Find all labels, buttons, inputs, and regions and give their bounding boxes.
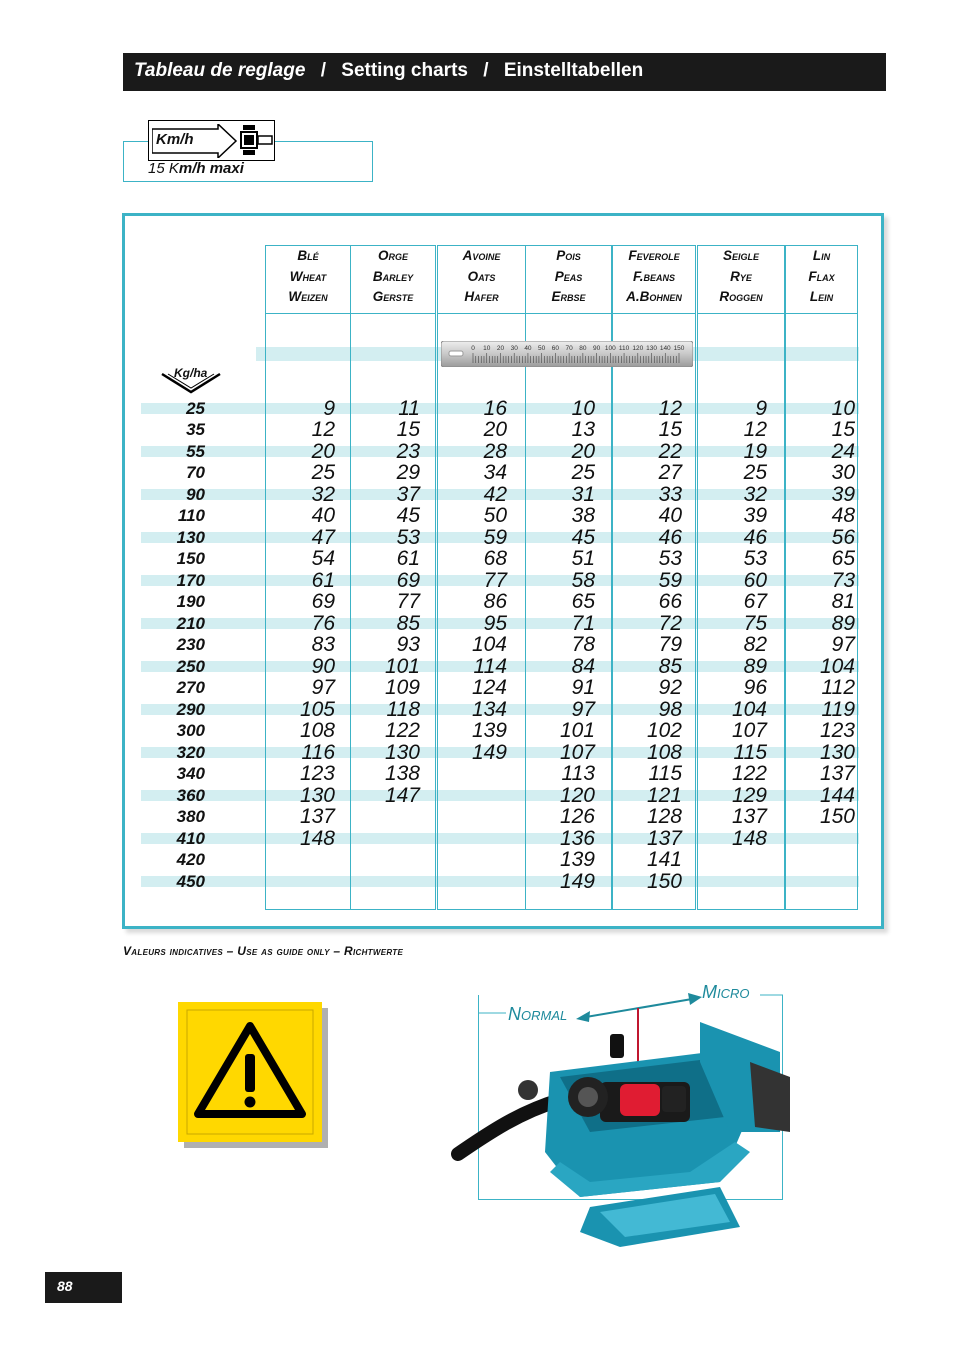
table-cell: 137 xyxy=(299,805,335,828)
column-header-line1: Avoine xyxy=(462,248,501,263)
table-cell: 107 xyxy=(731,719,767,742)
table-cell: 27 xyxy=(658,461,682,484)
rate-cell: 250 xyxy=(176,656,205,676)
rate-cell: 110 xyxy=(177,506,205,525)
column-header-line1: Pois xyxy=(556,248,581,263)
table-cell: 104 xyxy=(819,654,855,678)
page-number: 88 xyxy=(57,1278,73,1294)
table-cell: 24 xyxy=(831,439,855,463)
table-cell: 81 xyxy=(831,590,855,613)
table-cell: 42 xyxy=(483,482,507,506)
tractor-icon xyxy=(240,124,274,156)
table-cell: 86 xyxy=(483,590,507,613)
scale-tick-label: 110 xyxy=(618,345,630,352)
table-cell: 47 xyxy=(311,525,335,549)
table-cell: 129 xyxy=(731,783,767,807)
rate-cell: 290 xyxy=(176,699,205,719)
table-cell: 31 xyxy=(571,482,595,506)
table-cell: 19 xyxy=(743,439,767,463)
table-cell: 123 xyxy=(819,719,855,742)
rate-cell: 55 xyxy=(186,441,205,461)
table-cell: 37 xyxy=(396,482,420,506)
table-cell: 68 xyxy=(483,547,507,570)
table-cell: 139 xyxy=(559,848,595,871)
table-cell: 96 xyxy=(743,676,767,699)
rate-cell: 360 xyxy=(176,785,205,805)
table-cell: 20 xyxy=(311,439,335,463)
table-cell: 83 xyxy=(311,633,335,656)
table-cell: 108 xyxy=(646,740,682,764)
table-cell: 118 xyxy=(386,697,420,721)
table-cell: 29 xyxy=(396,461,420,484)
table-cell: 45 xyxy=(571,525,595,549)
table-cell: 104 xyxy=(471,633,507,656)
scale-tick-label: 20 xyxy=(496,345,505,352)
table-cell: 60 xyxy=(743,568,767,592)
table-cell: 89 xyxy=(743,654,767,678)
table-cell: 59 xyxy=(483,525,507,549)
rate-cell: 420 xyxy=(176,850,205,869)
table-cell: 12 xyxy=(743,418,767,441)
table-cell: 69 xyxy=(311,590,335,613)
table-cell: 134 xyxy=(471,697,507,721)
table-cell: 101 xyxy=(384,654,420,678)
rate-cell: 380 xyxy=(176,807,205,826)
table-cell: 67 xyxy=(743,590,767,613)
column-connector xyxy=(785,314,858,363)
table-cell: 130 xyxy=(299,783,335,807)
table-cell: 78 xyxy=(571,633,595,656)
table-cell: 90 xyxy=(311,654,335,678)
column-header-line1: Blé xyxy=(297,248,319,263)
table-cell: 46 xyxy=(658,525,682,549)
table-cell: 22 xyxy=(658,439,682,463)
table-cell: 108 xyxy=(299,719,335,742)
table-cell: 149 xyxy=(471,740,507,764)
table-cell: 46 xyxy=(743,525,767,549)
scale-tick-label: 60 xyxy=(551,345,560,352)
scale-tick-label: 90 xyxy=(592,345,601,352)
warning-icon xyxy=(178,1002,328,1148)
table-cell: 56 xyxy=(831,525,855,549)
table-cell: 124 xyxy=(471,676,507,699)
table-cell: 53 xyxy=(743,547,767,570)
table-cell: 61 xyxy=(311,568,335,592)
table-cell: 122 xyxy=(731,762,767,785)
table-cell: 75 xyxy=(743,611,767,635)
table-cell: 147 xyxy=(384,783,420,807)
table-cell: 71 xyxy=(571,611,595,635)
scale-tick-label: 10 xyxy=(483,345,491,352)
rate-cell: 320 xyxy=(176,742,205,762)
table-cell: 82 xyxy=(743,633,767,656)
rate-cell: 130 xyxy=(176,527,205,547)
table-cell: 32 xyxy=(311,482,335,506)
table-cell: 116 xyxy=(301,740,335,764)
table-cell: 130 xyxy=(384,740,420,764)
column-header-line3: Weizen xyxy=(288,289,328,304)
rate-cell: 170 xyxy=(176,570,205,590)
table-cell: 66 xyxy=(658,590,682,613)
table-cell: 58 xyxy=(571,568,595,592)
table-cell: 139 xyxy=(471,719,507,742)
table-cell: 109 xyxy=(384,676,420,699)
table-cell: 113 xyxy=(561,762,595,785)
table-cell: 112 xyxy=(821,676,855,699)
table-cell: 53 xyxy=(396,525,420,549)
table-cell: 91 xyxy=(571,676,595,699)
column-header-line2: Flax xyxy=(808,268,835,284)
column-header-line2: F.beans xyxy=(632,268,675,284)
table-cell: 25 xyxy=(311,461,335,484)
column-connector xyxy=(697,314,785,363)
rate-cell: 230 xyxy=(176,635,205,654)
table-cell: 16 xyxy=(483,396,507,420)
calibration-scale xyxy=(441,341,693,367)
table-cell: 114 xyxy=(473,654,507,678)
rate-cell: 150 xyxy=(176,549,205,568)
table-cell: 50 xyxy=(483,504,507,527)
speed-unit-label: Km/h xyxy=(156,131,194,148)
table-cell: 25 xyxy=(743,461,767,484)
table-cell: 92 xyxy=(658,676,682,699)
column-connector xyxy=(350,314,436,363)
column-header-line3: Roggen xyxy=(719,289,763,304)
column-header xyxy=(519,246,618,308)
table-cell: 23 xyxy=(396,439,420,463)
table-cell: 73 xyxy=(831,568,855,592)
table-cell: 53 xyxy=(658,547,682,570)
table-cell: 12 xyxy=(658,396,682,420)
column-header xyxy=(606,246,702,308)
rate-cell: 340 xyxy=(176,764,205,783)
rate-cell: 410 xyxy=(176,828,205,848)
table-cell: 20 xyxy=(483,418,507,441)
table-cell: 119 xyxy=(821,697,855,721)
table-cell: 144 xyxy=(819,783,855,807)
table-cell: 20 xyxy=(571,439,595,463)
table-cell: 137 xyxy=(646,826,682,850)
table-cell: 89 xyxy=(831,611,855,635)
rate-cell: 450 xyxy=(176,871,205,891)
column-header-line3: Gerste xyxy=(372,289,414,304)
column-header-line2: Barley xyxy=(372,268,414,284)
title-fr: Tableau de reglage xyxy=(134,60,306,81)
table-cell: 10 xyxy=(831,396,855,420)
rate-cell: 70 xyxy=(186,463,205,482)
table-cell: 45 xyxy=(396,504,420,527)
table-cell: 136 xyxy=(559,826,595,850)
scale-tick-label: 50 xyxy=(538,345,546,352)
table-cell: 12 xyxy=(311,418,335,441)
rate-cell: 35 xyxy=(186,420,205,439)
table-cell: 77 xyxy=(396,590,420,613)
column-header-line2: Wheat xyxy=(289,268,327,284)
table-cell: 65 xyxy=(571,590,595,613)
table-cell: 97 xyxy=(571,697,595,721)
rate-cell: 210 xyxy=(176,613,205,633)
table-cell: 51 xyxy=(571,547,595,570)
scale-tick-label: 70 xyxy=(565,345,573,352)
table-cell: 150 xyxy=(819,805,855,828)
column-header-line2: Oats xyxy=(467,268,496,284)
scale-tick-label: 150 xyxy=(673,345,685,352)
table-cell: 77 xyxy=(483,568,507,592)
table-cell: 11 xyxy=(398,396,420,420)
table-cell: 69 xyxy=(396,568,420,592)
table-cell: 115 xyxy=(648,762,682,785)
table-cell: 65 xyxy=(831,547,855,570)
table-cell: 101 xyxy=(559,719,595,742)
table-cell: 15 xyxy=(396,418,420,441)
table-cell: 148 xyxy=(299,826,335,850)
table-cell: 61 xyxy=(396,547,420,570)
table-cell: 30 xyxy=(831,461,855,484)
table-cell: 59 xyxy=(658,568,682,592)
rate-cell: 190 xyxy=(176,592,205,611)
table-cell: 104 xyxy=(731,697,767,721)
metering-unit-illustration xyxy=(450,982,790,1250)
table-cell: 84 xyxy=(571,654,595,678)
table-cell: 39 xyxy=(831,482,855,506)
table-cell: 28 xyxy=(483,439,507,463)
rate-cell: 90 xyxy=(186,484,205,504)
scale-tick-label: 100 xyxy=(604,345,616,352)
column-header-line1: Seigle xyxy=(722,248,759,263)
table-cell: 38 xyxy=(571,504,595,527)
table-cell: 79 xyxy=(658,633,682,656)
title-en: Setting charts xyxy=(341,60,468,81)
table-cell: 141 xyxy=(646,848,682,871)
table-cell: 102 xyxy=(646,719,682,742)
speed-max-suffix: m/h maxi xyxy=(178,160,244,177)
table-cell: 13 xyxy=(571,418,595,441)
table-cell: 148 xyxy=(731,826,767,850)
column-connector xyxy=(265,314,351,363)
scale-tick-label: 120 xyxy=(632,345,644,352)
column-header xyxy=(779,246,864,308)
table-cell: 48 xyxy=(831,504,855,527)
rate-unit-label: Kg/ha xyxy=(174,366,208,380)
table-cell: 150 xyxy=(646,869,682,893)
column-header-line1: Feverole xyxy=(628,248,680,263)
table-cell: 93 xyxy=(396,633,420,656)
label-normal: Normal xyxy=(508,1004,568,1024)
footnote: Valeurs indicatives – Use as guide only – Richtwerte xyxy=(123,944,404,958)
column-header-line3: Hafer xyxy=(464,289,499,304)
table-cell: 72 xyxy=(658,611,682,635)
table-cell: 76 xyxy=(311,611,335,635)
scale-tick-label: 0 xyxy=(471,345,475,352)
column-header-line2: Peas xyxy=(554,268,583,284)
column-header-line3: A.Bohnen xyxy=(626,289,682,304)
scale-tick-label: 130 xyxy=(646,345,657,352)
table-cell: 105 xyxy=(299,697,335,721)
scale-tick-label: 140 xyxy=(659,345,671,352)
table-cell: 120 xyxy=(559,783,595,807)
table-cell: 9 xyxy=(755,396,767,420)
table-cell: 123 xyxy=(299,762,335,785)
table-cell: 97 xyxy=(311,676,335,699)
table-cell: 85 xyxy=(396,611,420,635)
table-cell: 25 xyxy=(571,461,595,484)
table-cell: 122 xyxy=(384,719,420,742)
table-cell: 40 xyxy=(311,504,335,527)
column-header xyxy=(431,246,532,308)
column-header-line1: Lin xyxy=(812,248,831,263)
column-header-line3: Erbse xyxy=(551,289,586,304)
table-cell: 85 xyxy=(658,654,682,678)
table-cell: 32 xyxy=(743,482,767,506)
table-cell: 121 xyxy=(646,783,682,807)
title-sep-1: / xyxy=(320,60,326,81)
scale-tick-label: 40 xyxy=(524,345,532,352)
page-title xyxy=(134,58,643,84)
scale-tick-label: 30 xyxy=(510,345,518,352)
table-cell: 15 xyxy=(658,418,682,441)
table-cell: 107 xyxy=(559,740,595,764)
table-cell: 15 xyxy=(831,418,855,441)
column-header-line2: Rye xyxy=(730,268,752,284)
label-micro: Micro xyxy=(702,982,750,1002)
table-cell: 10 xyxy=(571,396,595,420)
table-cell: 9 xyxy=(323,396,335,420)
table-cell: 34 xyxy=(483,461,507,484)
column-header xyxy=(344,246,442,308)
table-cell: 54 xyxy=(311,547,335,570)
speed-max-value: 15 K xyxy=(148,160,179,177)
table-cell: 115 xyxy=(733,740,767,764)
column-header xyxy=(259,246,357,308)
table-cell: 138 xyxy=(384,762,420,785)
table-cell: 39 xyxy=(743,504,767,527)
column-header-line3: Lein xyxy=(809,289,834,304)
scale-tick-label: 80 xyxy=(579,345,587,352)
title-de: Einstelltabellen xyxy=(503,60,644,81)
table-cell: 98 xyxy=(658,697,682,721)
table-cell: 149 xyxy=(559,869,595,893)
table-cell: 137 xyxy=(819,762,855,785)
table-cell: 126 xyxy=(559,805,595,828)
table-cell: 137 xyxy=(731,805,767,828)
table-cell: 128 xyxy=(646,805,682,828)
rate-cell: 25 xyxy=(186,398,205,418)
rate-cell: 300 xyxy=(176,721,205,740)
title-sep-2: / xyxy=(483,60,489,81)
table-cell: 33 xyxy=(658,482,682,506)
table-cell: 130 xyxy=(819,740,855,764)
column-header xyxy=(691,246,791,308)
table-cell: 97 xyxy=(831,633,855,656)
chevron-down-icon xyxy=(160,368,222,396)
speed-max xyxy=(148,160,244,177)
table-cell: 95 xyxy=(483,611,507,635)
column-header-line1: Orge xyxy=(377,248,408,263)
table-cell: 40 xyxy=(658,504,682,527)
rate-cell: 270 xyxy=(176,678,205,697)
